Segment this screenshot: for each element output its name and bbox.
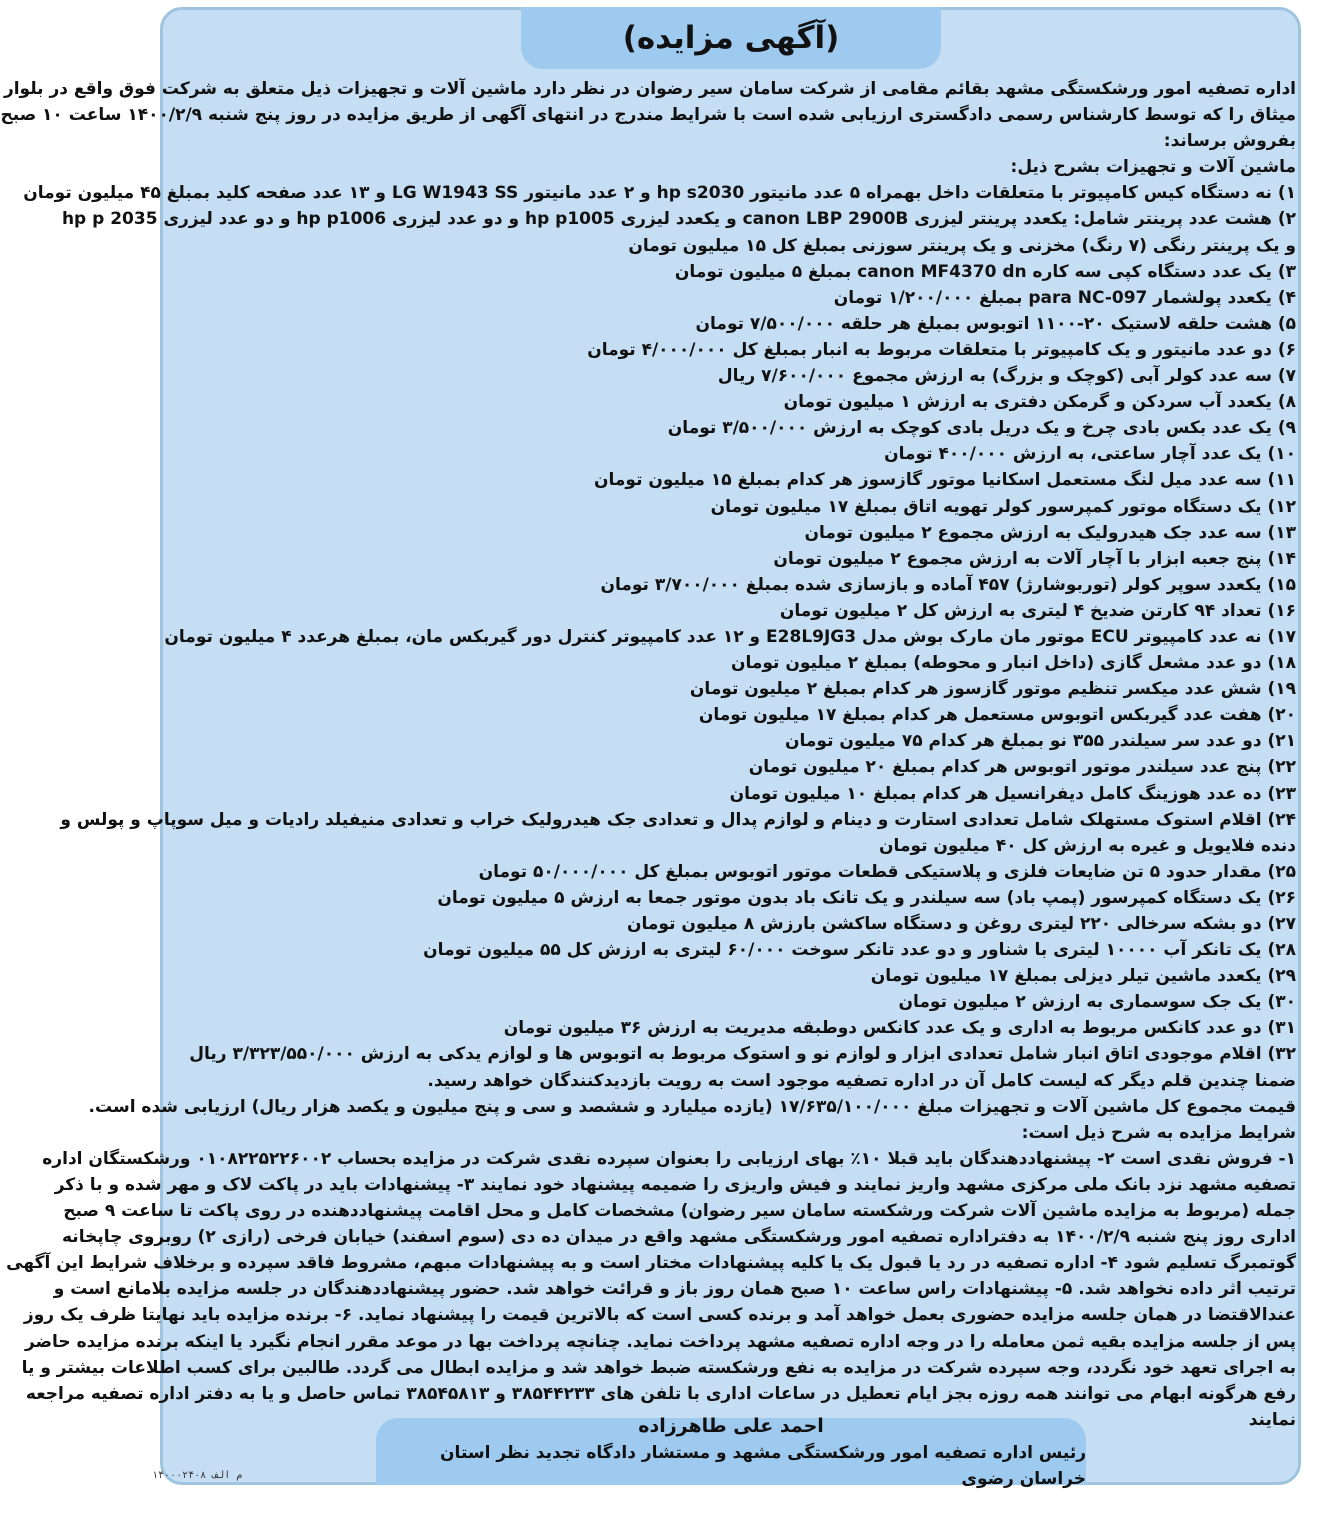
text-line: ۲۸) یک تانکر آب ۱۰۰۰۰ لیتری با شناور و دو عدد تانکر سوخت ۶۰/۰۰۰ لیتری به ارزش کل ۵۵ میلیون تومان: [423, 940, 1296, 961]
text-line: بفروش برساند:: [1163, 131, 1296, 152]
text-line: ۲۲) پنج عدد سیلندر موتور اتوبوس هر کدام بمبلغ ۲۰ میلیون تومان: [748, 757, 1296, 778]
text-line: ۲۶) یک دستگاه کمپرسور (پمپ باد) سه سیلندر و یک تانک باد بدون موتور جمعا به ارزش ۵ میلیون تومان: [437, 887, 1296, 908]
text-line: ۶) دو عدد مانیتور و یک کامپیوتر با متعلقات مربوط به انبار بمبلغ کل ۴/۰۰۰/۰۰۰ تومان: [587, 339, 1296, 360]
text-line: ۱۲) یک دستگاه موتور کمپرسور کولر تهویه اتاق بمبلغ ۱۷ میلیون تومان: [710, 496, 1296, 517]
text-line: ۵) هشت حلقه لاستیک ۲۰-۱۱۰۰ اتوبوس بمبلغ هر حلقه ۷/۵۰۰/۰۰۰ تومان: [695, 313, 1296, 334]
text-line: ضمنا چندین قلم دیگر که لیست کامل آن در اداره تصفیه موجود است به رویت بازدیدکنندگان خواهد رسید.: [427, 1070, 1296, 1091]
text-line: شرایط مزایده به شرح ذیل است:: [1021, 1122, 1296, 1143]
ad-body: [0, 76, 1296, 1433]
text-line: ۲۱) دو عدد سر سیلندر ۳۵۵ نو بمبلغ هر کدام ۷۵ میلیون تومان: [785, 731, 1296, 752]
text-line: ۱۵) یکعدد سوپر کولر (توربوشارژ) ۴۵۷ آماده و بازسازی شده بمبلغ ۳/۷۰۰/۰۰۰ تومان: [600, 574, 1296, 595]
text-line: به اجرای تعهد خود نگردد، وجه سپرده شرکت در مزایده به نفع ورشکسته ضبط خواهد شد و مزایده ابطال می گردد. طالبین برای کسب اطلاعات بیشتر و یا: [21, 1357, 1296, 1378]
text-line: اداره تصفیه امور ورشکستگی مشهد بقائم مقامی از شرکت سامان سیر رضوان در نظر دارد ماشین آلات و تجهیزات ذیل متعلق به شرکت فوق واقع در بلوار: [3, 79, 1296, 99]
text-line: ۱۴) پنج جعبه ابزار با آچار آلات به ارزش مجموع ۲ میلیون تومان: [773, 548, 1296, 569]
text-line: عندالاقتضا در همان جلسه مزایده حضوری بعمل خواهد آمد و برنده کسی است که بالاترین قیمت را پیشنهاد نماید. ۶- برنده مزایده باید نهایتا ظرف یک روز: [23, 1305, 1296, 1326]
text-line: پس از جلسه مزایده بقیه ثمن معامله را در وجه اداره تصفیه مشهد پرداخت نماید. چنانچه پرداخت بها در موعد مقرر انجام نگیرد یا اینکه برنده مزایده حاضر: [25, 1331, 1296, 1352]
text-line: دنده فلایویل و غیره به ارزش کل ۴۰ میلیون تومان: [879, 835, 1296, 856]
text-line: ۱۸) دو عدد مشعل گازی (داخل انبار و محوطه) بمبلغ ۲ میلیون تومان: [730, 653, 1296, 674]
text-line: تصفیه مشهد نزد بانک ملی مرکزی مشهد واریز نمایند و فیش واریزی را ضمیمه پیشنهاد خود نمایند ۳- پیشنهادات باید در پاکت لاک و مهر شده و با ذکر: [54, 1174, 1296, 1195]
text-line: قیمت مجموع کل ماشین آلات و تجهیزات مبلغ ۱۷/۶۳۵/۱۰۰/۰۰۰ (یازده میلیارد و ششصد و سی و پنج میلیون و یکصد هزار ریال) ارزیابی شده است.: [88, 1096, 1296, 1117]
text-line: ترتیب اثر داده نخواهد شد. ۵- پیشنهادات راس ساعت ۱۰ صبح همان روز باز و قرائت خواهد شد. حضور پیشنهاددهندگان در جلسه مزایده بلامانع است و: [53, 1279, 1296, 1300]
text-line: میثاق را که توسط کارشناس رسمی دادگستری ارزیابی شده است با شرایط مندرج در انتهای آگهی از طریق مزایده در روز پنج شنبه ۱۴۰۰/۲/۹ ساعت ۱۰ صبح: [0, 105, 1296, 126]
text-line: ۲۰) هفت عدد گیربکس اتوبوس مستعمل هر کدام بمبلغ ۱۷ میلیون تومان: [698, 705, 1296, 726]
title-banner: [521, 7, 941, 69]
text-line: ۷) سه عدد کولر آبی (کوچک و بزرگ) به ارزش مجموع ۷/۶۰۰/۰۰۰ ریال: [717, 366, 1296, 387]
text-line: جمله (مربوط به مزایده ماشین آلات شرکت ورشکسته سامان سیر رضوان) مشخصات کامل و محل اقامت پیشنهاددهنده در روی پاکت تا ساعت ۹ صبح: [63, 1201, 1296, 1222]
text-line: ۲۷) دو بشکه سرخالی ۲۲۰ لیتری روغن و دستگاه ساکشن بارزش ۸ میلیون تومان: [627, 914, 1296, 934]
text-line: ۳۲) اقلام موجودی اتاق انبار شامل تعدادی ابزار و لوازم نو و استوک مربوط به اتوبوس ها و لوازم یدکی به ارزش ۳/۳۲۳/۵۵۰/۰۰۰ ریال: [189, 1044, 1296, 1065]
text-line: ۱۰) یک عدد آچار ساعتی، به ارزش ۴۰۰/۰۰۰ تومان: [884, 444, 1296, 465]
text-line: ۲۵) مقدار حدود ۵ تن ضایعات فلزی و پلاستیکی قطعات موتور اتوبوس بمبلغ کل ۵۰/۰۰۰/۰۰۰ تومان: [478, 861, 1296, 882]
text-line: ۱۳) سه عدد جک هیدرولیک به ارزش مجموع ۲ میلیون تومان: [804, 522, 1296, 543]
text-line: گوتمبرگ تسلیم شود ۴- اداره تصفیه در رد یا قبول یک یا کلیه پیشنهادات مختار است و به پیشنهادات مبهم، مشروط فاقد سپرده و برخلاف شرایط این آگهی: [6, 1253, 1296, 1274]
ad-reference-code: ۱۴۰۰۰۲۴۰۸ م الف: [152, 1470, 243, 1481]
text-line: ۳۰) یک جک سوسماری به ارزش ۲ میلیون تومان: [898, 992, 1296, 1013]
text-line: ۴) یکعدد پولشمار para NC-097 بمبلغ ۱/۲۰۰/۰۰۰ تومان: [833, 287, 1296, 308]
text-line: ۹) یک عدد بکس بادی چرخ و یک دریل بادی کوچک به ارزش ۳/۵۰۰/۰۰۰ تومان: [667, 418, 1296, 439]
text-line: ۲۹) یکعدد ماشین تیلر دیزلی بمبلغ ۱۷ میلیون تومان: [870, 966, 1296, 987]
text-line: ۱۱) سه عدد میل لنگ مستعمل اسکانیا موتور گازسوز هر کدام بمبلغ ۱۵ میلیون تومان: [594, 470, 1296, 491]
text-line: اداری روز پنج شنبه ۱۴۰۰/۲/۹ به دفتراداره تصفیه امور ورشکستگی مشهد واقع در میدان ده دی (سوم اسفند) خیابان فرخی (رازی ۲) روبروی چاپخانه: [62, 1227, 1296, 1248]
ad-title: (آگهی مزایده): [622, 20, 840, 56]
text-line: ۲) هشت عدد پرینتر شامل: یکعدد پرینتر لیزری canon LBP 2900B و یکعدد لیزری hp p1005 و دو عدد لیزری hp p1006 و دو عدد لیزری hp p 2035: [61, 209, 1296, 230]
text-line: ماشین آلات و تجهیزات بشرح ذیل:: [1010, 157, 1296, 178]
text-line: ۸) یکعدد آب سردکن و گرمکن دفتری به ارزش ۱ میلیون تومان: [783, 392, 1296, 413]
signature-banner: [376, 1414, 1086, 1489]
text-line: ۲۴) اقلام استوک مستهلک شامل تعدادی استارت و دینام و لوازم پدال و تعدادی جک هیدرولیک خراب و تعدادی منیفیلد رادیات و میل سوپاپ و پولس و: [60, 809, 1296, 830]
text-line: ۱- فروش نقدی است ۲- پیشنهاددهندگان باید قبلا ۱۰٪ بهای ارزیابی را بعنوان سپرده نقدی شرکت در مزایده بحساب ۰۱۰۸۲۲۵۲۲۶۰۰۲ ورشکستگان اداره: [42, 1148, 1296, 1169]
text-line: ۱۹) شش عدد میکسر تنظیم موتور گازسوز هر کدام بمبلغ ۲ میلیون تومان: [689, 679, 1296, 700]
text-line: رفع هرگونه ابهام می توانند همه روزه بجز ایام تعطیل در ساعات اداری با تلفن های ۳۸۵۴۴۲۳۳ و ۳۸۵۴۵۸۱۳ تماس حاصل و یا به دفتر اداره تصفیه مراجعه: [25, 1383, 1296, 1404]
text-line: ۱۶) تعداد ۹۴ کارتن ضدیخ ۴ لیتری به ارزش کل ۲ میلیون تومان: [779, 600, 1296, 621]
text-line: نمایند: [1248, 1409, 1296, 1430]
text-line: و یک پرینتر رنگی (۷ رنگ) مخزنی و یک پرینتر سوزنی بمبلغ کل ۱۵ میلیون تومان: [628, 235, 1296, 256]
text-line: ۱) نه دستگاه کیس کامپیوتر با متعلقات داخل بهمراه ۵ عدد مانیتور hp s2030 و ۲ عدد مانیتور LG W1943 SS و ۱۳ عدد صفحه کلید بمبلغ ۴۵ میلیون تومان: [23, 183, 1296, 204]
text-line: ۲۳) ده عدد هوزینگ کامل دیفرانسیل هر کدام بمبلغ ۱۰ میلیون تومان: [729, 783, 1296, 804]
text-line: ۱۷) نه عدد کامپیوتر ECU موتور مان مارک بوش مدل E28L9JG3 و ۱۲ عدد کامپیوتر کنترل دور گیربکس مان، بمبلغ هرعدد ۴ میلیون تومان: [164, 626, 1296, 647]
signatory-name: احمد علی طاهرزاده: [638, 1414, 824, 1437]
text-line: ۳) یک عدد دستگاه کپی سه کاره canon MF4370 dn بمبلغ ۵ میلیون تومان: [674, 261, 1296, 282]
text-line: ۳۱) دو عدد کانکس مربوط به اداری و یک عدد کانکس دوطبقه مدیریت به ارزش ۳۶ میلیون تومان: [503, 1018, 1296, 1039]
signatory-role: رئیس اداره تصفیه امور ورشکستگی مشهد و مستشار دادگاه تجدید نظر استان خراسان رضوی: [440, 1442, 1086, 1489]
